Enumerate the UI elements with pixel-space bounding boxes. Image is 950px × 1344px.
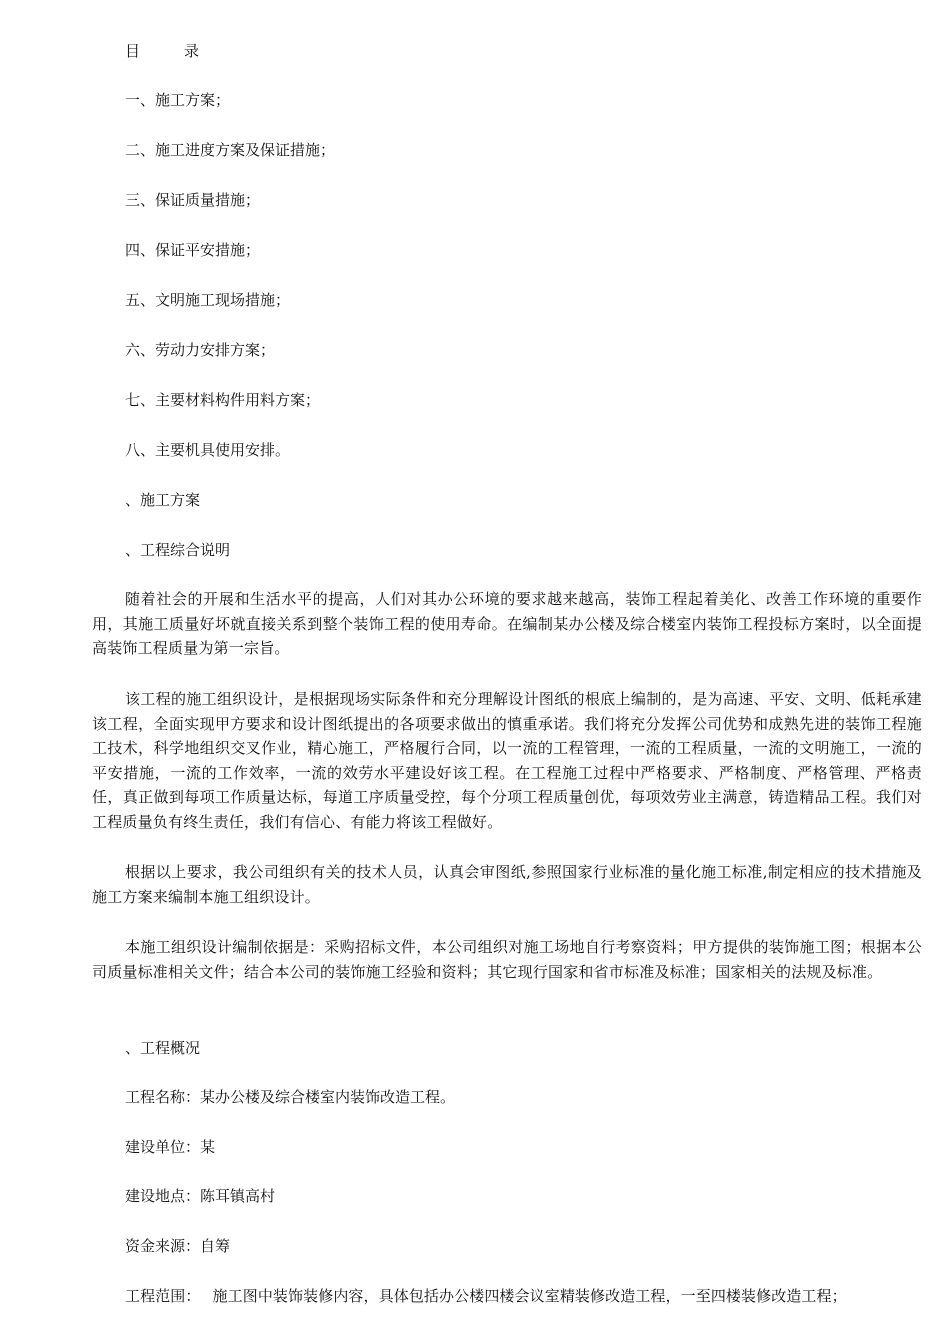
toc-item: 四、保证平安措施； bbox=[125, 241, 261, 259]
scope-row bbox=[125, 1286, 847, 1306]
project-name-label: 工程名称： bbox=[125, 1088, 201, 1106]
funding-row bbox=[125, 1236, 230, 1256]
overview-heading: 、工程概况 bbox=[125, 1039, 201, 1057]
section-subheading: 、工程综合说明 bbox=[125, 541, 231, 559]
toc-item: 五、文明施工现场措施； bbox=[125, 291, 291, 309]
paragraph-basis: 本施工组织设计编制依据是：采购招标文件，本公司组织对施工场地自行考察资料；甲方提供的装饰施工图；根据本公司质量标准相关文件；结合本公司的装饰施工经验和资料；其它现行国家和省市标准及标准；国家相关的法规及标准。 bbox=[92, 938, 922, 981]
funding-label: 资金来源： bbox=[125, 1237, 201, 1255]
toc-title-left: 目 bbox=[125, 42, 141, 60]
project-name-row bbox=[125, 1087, 455, 1107]
paragraph-intro: 随着社会的开展和生活水平的提高，人们对其办公环境的要求越来越高，装饰工程起着美化、改善工作环境的重要作用，其施工质量好坏就直接关系到整个装饰工程的使用寿命。在编制某办公楼及综合楼室内装饰工程投标方案时，以全面提高装饰工程质量为第一宗旨。 bbox=[92, 590, 922, 657]
scope-label: 工程范围： bbox=[125, 1287, 201, 1305]
toc-title-right: 录 bbox=[184, 42, 200, 60]
toc-title bbox=[125, 41, 199, 61]
funding-value: 自筹 bbox=[200, 1237, 231, 1255]
scope-value: 施工图中装饰装修内容，具体包括办公楼四楼会议室精装修改造工程，一至四楼装修改造工程； bbox=[212, 1287, 847, 1305]
toc-item: 八、主要机具使用安排。 bbox=[125, 441, 291, 459]
owner-label: 建设单位： bbox=[125, 1138, 201, 1156]
toc-item: 三、保证质量措施； bbox=[125, 191, 261, 209]
paragraph-design: 该工程的施工组织设计，是根据现场实际条件和充分理解设计图纸的根底上编制的，是为高速、平安、文明、低耗承建该工程，全面实现甲方要求和设计图纸提出的各项要求做出的慎重承诺。我们将充分发挥公司优势和成熟先进的装饰工程施工技术，科学地组织交叉作业，精心施工，严格履行合同，以一流的工程管理，一流的工程质量，一流的文明施工，一流的平安措施，一流的工作效率，一流的效劳水平建设好该工程。在工程施工过程中严格要求、严格制度、严格管理、严格责任，真正做到每项工作质量达标，每道工序质量受控，每个分项工程质量创优，每项效劳业主满意，铸造精品工程。我们对工程质量负有终生责任，我们有信心、有能力将该工程做好。 bbox=[92, 690, 922, 831]
toc-item: 七、主要材料构件用料方案； bbox=[125, 391, 321, 409]
location-row bbox=[125, 1186, 275, 1206]
toc-item: 二、施工进度方案及保证措施； bbox=[125, 141, 336, 159]
owner-value: 某 bbox=[200, 1138, 216, 1156]
location-value: 陈耳镇高村 bbox=[200, 1187, 276, 1205]
project-name-value: 某办公楼及综合楼室内装饰改造工程。 bbox=[200, 1088, 456, 1106]
location-label: 建设地点： bbox=[125, 1187, 201, 1205]
section-heading: 、施工方案 bbox=[125, 491, 201, 509]
toc-item: 一、施工方案； bbox=[125, 91, 231, 109]
owner-row bbox=[125, 1137, 215, 1157]
toc-item: 六、劳动力安排方案； bbox=[125, 341, 276, 359]
paragraph-requirements: 根据以上要求，我公司组织有关的技术人员，认真会审图纸,参照国家行业标准的量化施工标准,制定相应的技术措施及施工方案来编制本施工组织设计。 bbox=[92, 863, 922, 906]
